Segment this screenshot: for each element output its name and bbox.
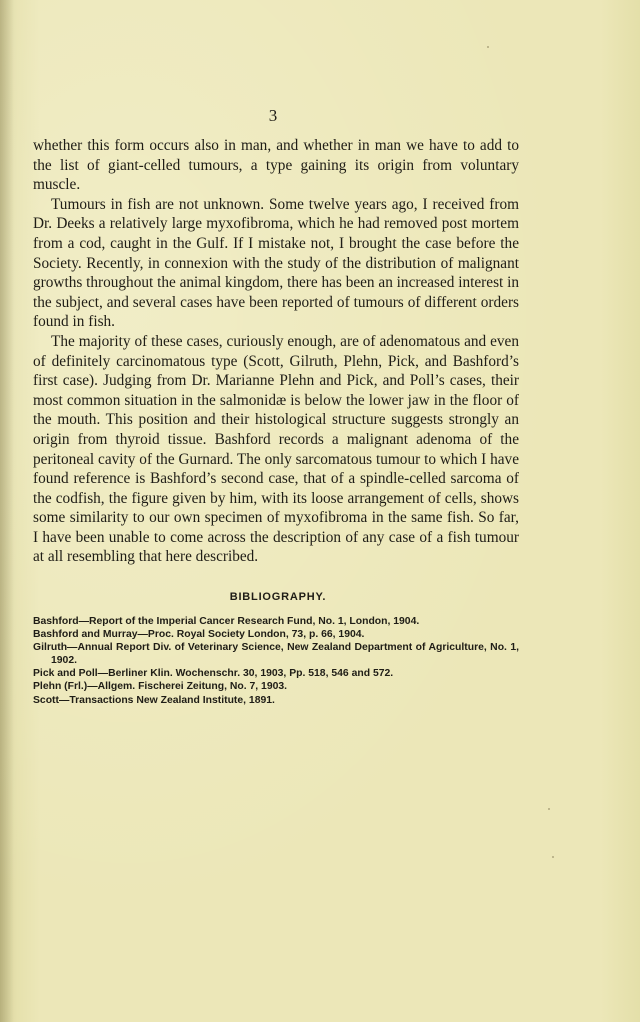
- paper-speck: [487, 46, 489, 48]
- bibliography-entry: Pick and Poll—Berliner Klin. Wochenschr. 30, 1903, Pp. 518, 546 and 572.: [33, 668, 394, 680]
- paragraph: Tumours in fish are not unknown. Some twelve years ago, I received from Dr. Deeks a relatively large myxofibroma, which he had removed post mortem from a cod, caught in the Gulf. If I mistake not, I brought the case before the Society. Recently, in connexion with the study of the distribution of malignant growths throughout the animal kingdom, there has been an increased interest in the subject, and several cases have been reported of tumours of different orders found in fish.: [33, 195, 519, 331]
- bibliography-entry: Bashford and Murray—Proc. Royal Society London, 73, p. 66, 1904.: [33, 629, 365, 641]
- bibliography-list: [33, 615, 519, 707]
- bibliography-entry: Bashford—Report of the Imperial Cancer Research Fund, No. 1, London, 1904.: [33, 616, 420, 627]
- bibliography-heading: BIBLIOGRAPHY.: [229, 591, 327, 603]
- body-text: [33, 136, 519, 567]
- page-number: 3: [268, 106, 278, 125]
- paragraph: whether this form occurs also in man, and whether in man we have to add to the list of giant-celled tumours, a type gaining its origin from voluntary muscle.: [33, 137, 519, 194]
- paper-speck: [548, 808, 550, 810]
- bibliography-entry: Scott—Transactions New Zealand Institute, 1891.: [33, 694, 275, 706]
- paragraph: The majority of these cases, curiously enough, are of adenomatous and even of definitely carcinomatous type (Scott, Gilruth, Plehn, Pick, and Bashford’s first case). Judging from Dr. Marianne Plehn and Pick, and Poll’s cases, their most common situation in the salmonidæ is below the lower jaw in the floor of the mouth. This position and their histological structure suggests strongly an origin from thyroid tissue. Bashford records a malignant adenoma of the peritoneal cavity of the Gurnard. The only sarcomatous tumour to which I have found reference is Bashford’s second case, that of a spindle-celled sarcoma of the codfish, the figure given by him, with its loose arrangement of cells, shows some similarity to our own specimen of myxofibroma in the same fish. So far, I have been unable to come across the description of any case of a fish tumour at all resembling that here described.: [33, 332, 519, 566]
- paper-speck: [552, 856, 554, 858]
- page-binding-shadow: [0, 0, 14, 1022]
- bibliography-entry: Gilruth—Annual Report Div. of Veterinary Science, New Zealand Department of Agriculture, No. 1, 1902.: [33, 642, 519, 667]
- bibliography-entry: Plehn (Frl.)—Allgem. Fischerei Zeitung, No. 7, 1903.: [33, 681, 288, 693]
